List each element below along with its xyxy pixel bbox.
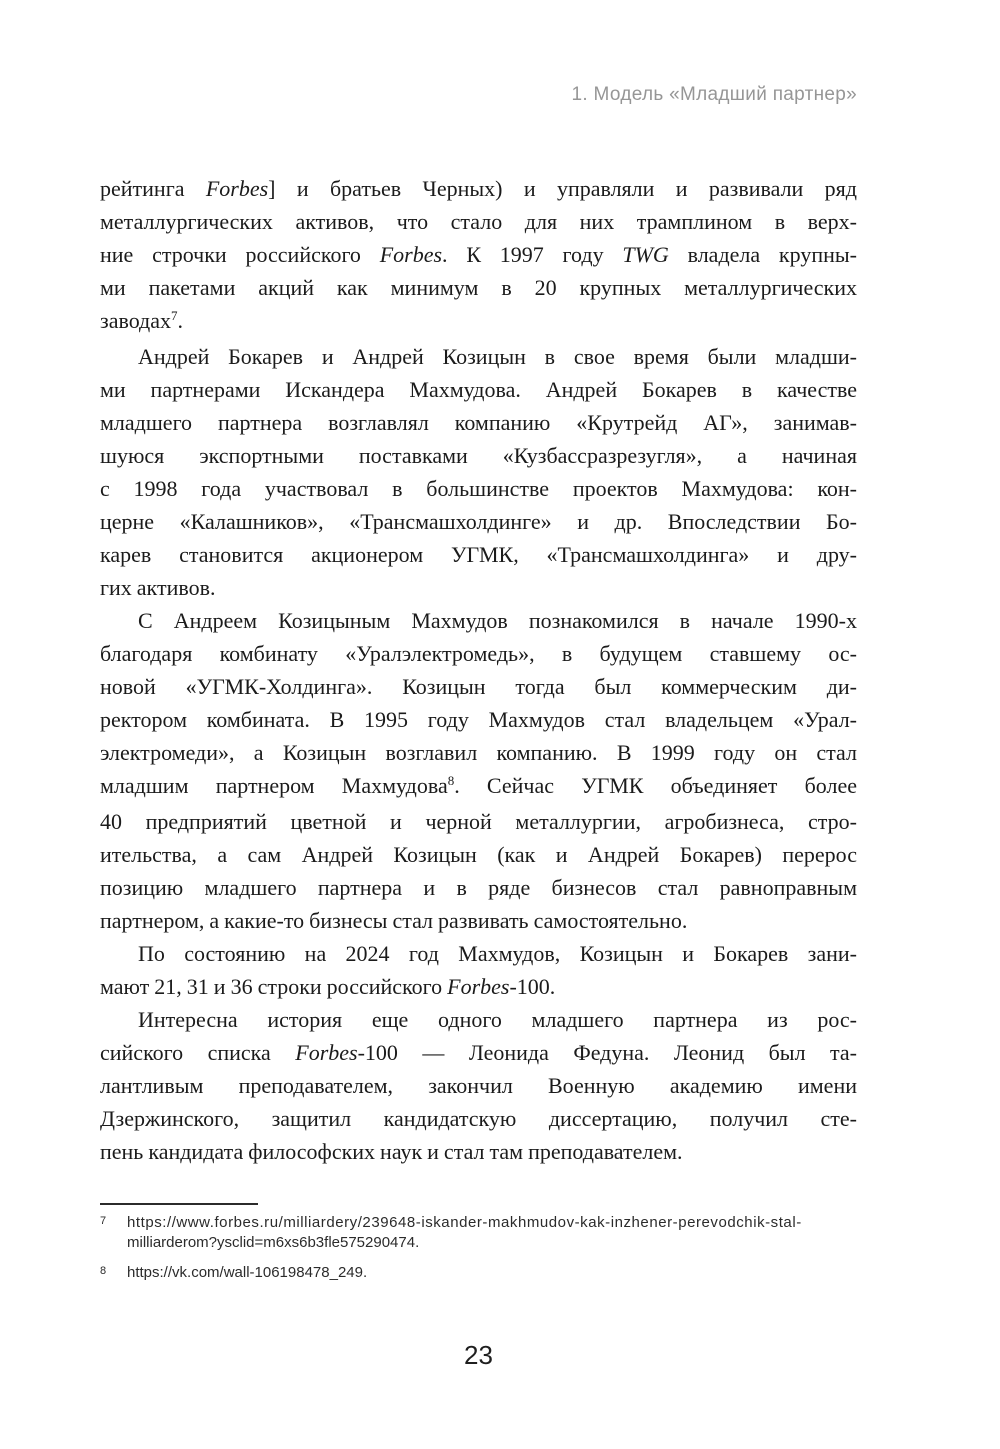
text-run: ми партнерами Искандера Махмудова. Андрей Бокарев в качестве	[100, 377, 857, 402]
footnote	[100, 1213, 857, 1253]
footnote-reference: 8	[447, 773, 455, 788]
footnote-line: milliarderom?ysclid=m6xs6b3fle575290474.	[127, 1234, 420, 1251]
text-line	[100, 703, 857, 736]
italic-text: Forbes	[379, 242, 443, 267]
text-line	[100, 670, 857, 703]
italic-text: Forbes	[295, 1040, 358, 1065]
paragraph	[100, 340, 857, 604]
text-run: церне «Калашников», «Трансмашхолдинге» и др. Впоследствии Бо-	[100, 509, 857, 534]
text-line	[100, 271, 857, 304]
text-run: ректором комбината. В 1995 году Махмудов стал владельцем «Урал-	[100, 707, 857, 732]
text-run: рейтинга	[100, 176, 206, 201]
text-run: ительства, а сам Андрей Козицын (как и Андрей Бокарев) перерос	[100, 842, 857, 867]
text-line	[100, 736, 857, 769]
paragraph	[100, 937, 857, 1003]
text-line	[100, 1069, 857, 1102]
footnote-list	[100, 1213, 857, 1283]
text-run: заводах	[100, 308, 172, 333]
footnote-reference: 7	[171, 308, 178, 323]
text-line	[100, 571, 857, 604]
italic-text: Forbes	[205, 176, 269, 201]
text-run: ] и братьев Черных) и управляли и развивали ряд	[268, 176, 857, 201]
text-line	[100, 373, 857, 406]
text-run: мают 21, 31 и 36 строки российского	[100, 974, 448, 999]
text-line	[100, 1036, 857, 1069]
text-run: сийского списка	[100, 1040, 296, 1065]
text-line	[100, 970, 857, 1003]
body-text	[100, 172, 857, 1168]
text-run: владела крупны-	[668, 242, 857, 267]
text-line	[100, 304, 857, 340]
text-line	[100, 904, 857, 937]
text-run: карев становится акционером УГМК, «Трансмашхолдинга» и дру-	[100, 542, 857, 567]
text-line	[100, 172, 857, 205]
text-line	[100, 439, 857, 472]
text-line	[100, 838, 857, 871]
footnote-text	[127, 1263, 857, 1283]
text-run: .	[177, 308, 184, 333]
italic-text: Forbes	[447, 974, 510, 999]
running-header: 1. Модель «Младший партнер»	[571, 84, 857, 105]
footnote	[100, 1263, 857, 1283]
text-line	[100, 937, 857, 970]
text-run: младшим партнером Махмудова	[100, 773, 448, 798]
footnote-separator	[100, 1203, 258, 1205]
text-line	[100, 505, 857, 538]
paragraph	[100, 172, 857, 340]
footnote-text	[127, 1213, 857, 1253]
text-line	[100, 805, 857, 838]
text-run: пень кандидата философских наук и стал там преподавателем.	[100, 1139, 683, 1164]
text-run: младшего партнера возглавлял компанию «Крутрейд АГ», занимав-	[100, 410, 857, 435]
text-line	[100, 604, 857, 637]
text-run: металлургических активов, что стало для них трамплином в верх-	[100, 209, 857, 234]
text-run: с 1998 года участвовал в большинстве проектов Махмудова: кон-	[100, 476, 857, 501]
text-run: благодаря комбинату «Уралэлектромедь», в будущем ставшему ос-	[100, 641, 857, 666]
text-run: шуюся экспортными поставками «Кузбассразрезугля», а начиная	[100, 443, 857, 468]
text-line	[100, 205, 857, 238]
footnote-marker: 8	[100, 1265, 107, 1277]
text-line	[100, 1135, 857, 1168]
text-line	[100, 406, 857, 439]
text-line	[100, 637, 857, 670]
footnotes-section	[100, 1203, 857, 1293]
text-line	[100, 238, 857, 271]
text-line	[100, 340, 857, 373]
text-run: По состоянию на 2024 год Махмудов, Козицын и Бокарев зани-	[138, 941, 857, 966]
text-run: Интересна история еще одного младшего партнера из рос-	[138, 1007, 857, 1032]
footnote-line: https://www.forbes.ru/milliardery/239648-iskander-makhmudov-kak-inzhener-perevodchik-stal-	[127, 1214, 802, 1231]
text-line	[100, 1003, 857, 1036]
text-run: партнером, а какие-то бизнесы стал развивать самостоятельно.	[100, 908, 688, 933]
page-number: 23	[464, 1340, 493, 1370]
italic-text: TWG	[622, 242, 669, 267]
text-run: . К 1997 году	[442, 242, 623, 267]
text-run: -100 — Леонида Федуна. Леонид был та-	[357, 1040, 857, 1065]
footnote-line: https://vk.com/wall-106198478_249.	[127, 1264, 368, 1281]
text-run: Дзержинского, защитил кандидатскую диссертацию, получил сте-	[100, 1106, 857, 1131]
text-line	[100, 871, 857, 904]
text-line	[100, 1102, 857, 1135]
footnote-marker: 7	[100, 1215, 107, 1227]
text-run: Андрей Бокарев и Андрей Козицын в свое время были младши-	[138, 344, 857, 369]
text-run: электромеди», а Козицын возглавил компанию. В 1999 году он стал	[100, 740, 857, 765]
text-run: ние строчки российского	[100, 242, 380, 267]
text-line	[100, 538, 857, 571]
text-line	[100, 472, 857, 505]
paragraph	[100, 1003, 857, 1168]
text-run: . Сейчас УГМК объединяет более	[454, 773, 857, 798]
text-run: новой «УГМК-Холдинга». Козицын тогда был коммерческим ди-	[100, 674, 857, 699]
text-line	[100, 769, 857, 805]
text-run: ми пакетами акций как минимум в 20 крупных металлургических	[100, 275, 857, 300]
text-run: гих активов.	[100, 575, 216, 600]
text-run: -100.	[509, 974, 556, 999]
text-run: С Андреем Козицыным Махмудов познакомился в начале 1990-х	[138, 608, 857, 633]
text-run: позицию младшего партнера и в ряде бизнесов стал равноправным	[100, 875, 857, 900]
paragraph	[100, 604, 857, 937]
text-run: лантливым преподавателем, закончил Военную академию имени	[100, 1073, 857, 1098]
text-run: 40 предприятий цветной и черной металлургии, агробизнеса, стро-	[100, 809, 857, 834]
